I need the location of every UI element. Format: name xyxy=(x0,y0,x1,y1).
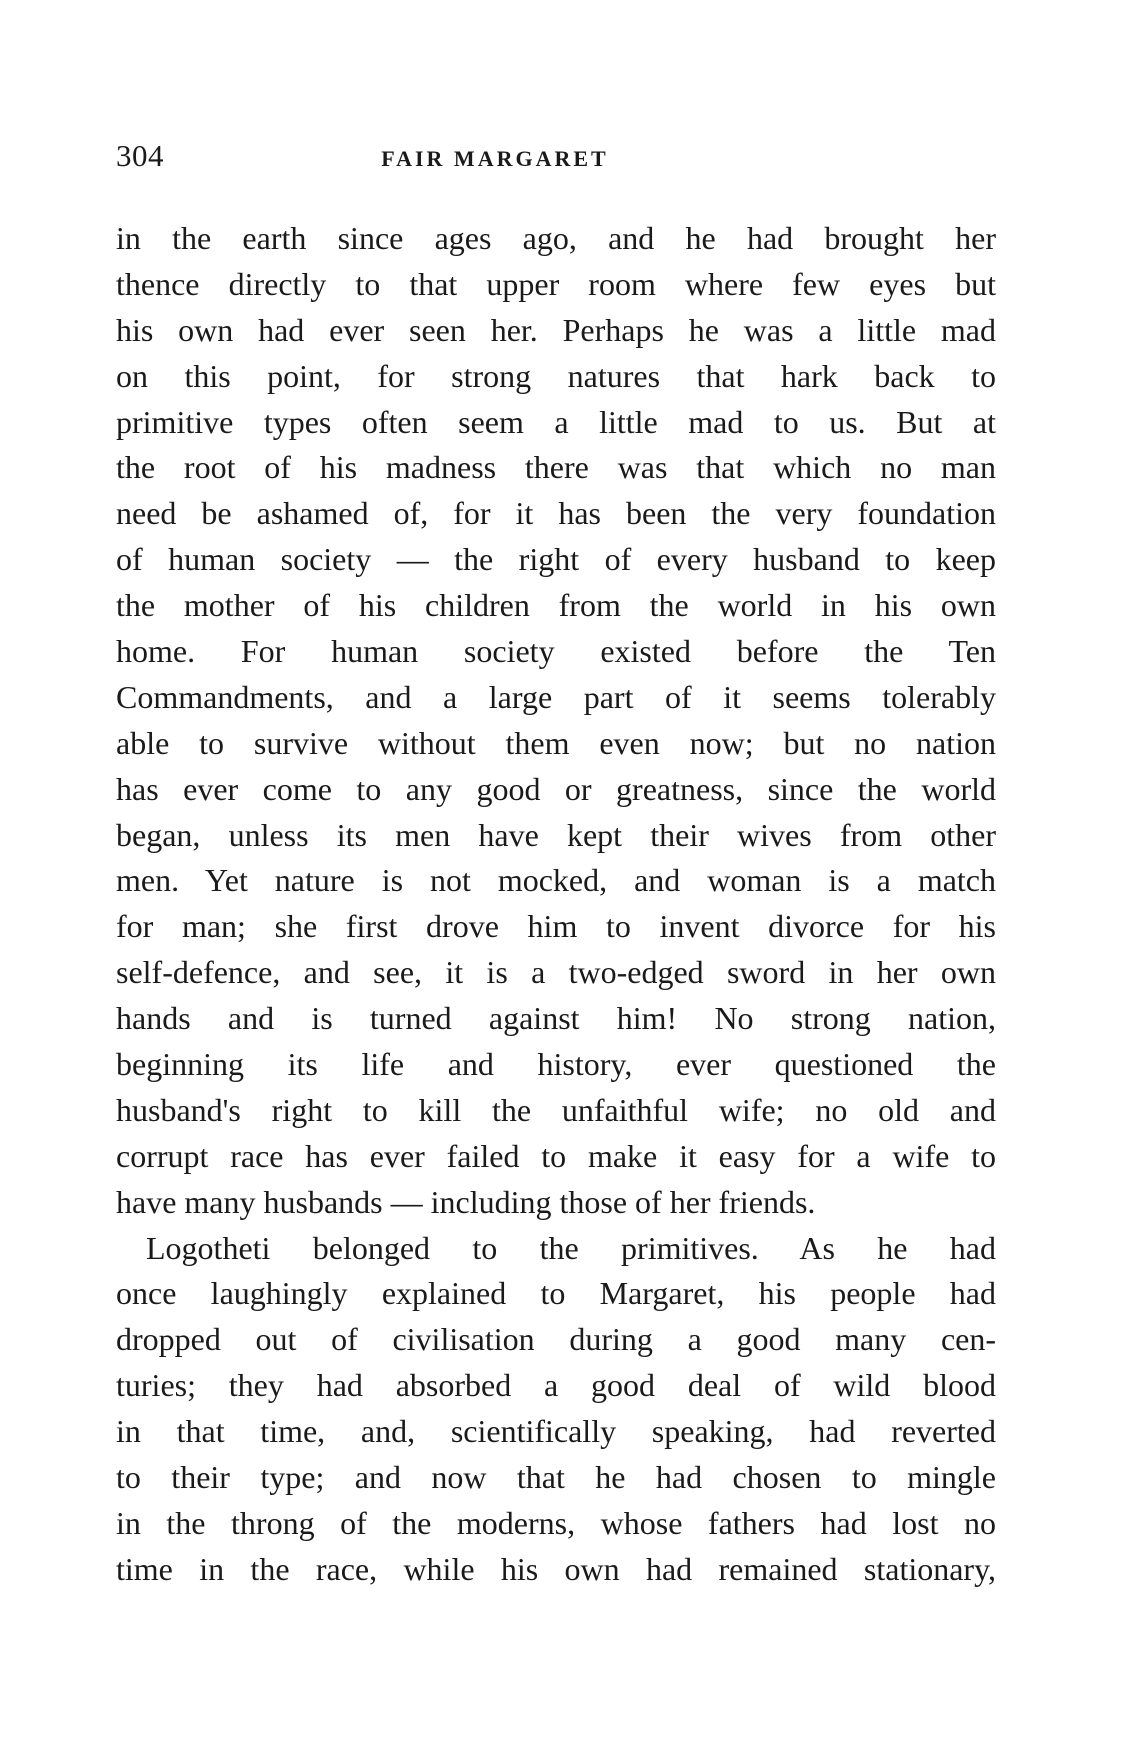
text-line: for man; she first drove him to invent divorce for his xyxy=(116,908,996,945)
running-title: FAIR MARGARET xyxy=(381,146,609,171)
text-line: thence directly to that upper room where few eyes but xyxy=(116,265,996,302)
text-line: the root of his madness there was that which no man xyxy=(116,449,996,486)
text-line: primitive types often seem a little mad to us. But at xyxy=(116,403,996,440)
text-line: need be ashamed of, for it has been the very foundation xyxy=(116,495,996,532)
text-line: Logotheti belonged to the primitives. As he had xyxy=(146,1229,996,1266)
text-line: in the throng of the moderns, whose fathers had lost no xyxy=(116,1504,996,1541)
text-line: husband's right to kill the unfaithful wife; no old and xyxy=(116,1091,996,1128)
text-line: self-defence, and see, it is a two-edged sword in her own xyxy=(116,954,996,991)
paragraph-1 xyxy=(116,216,996,1226)
text-line: to their type; and now that he had chosen to mingle xyxy=(116,1459,996,1496)
text-line: Commandments, and a large part of it seems tolerably xyxy=(116,678,996,715)
text-line: turies; they had absorbed a good deal of wild blood xyxy=(116,1367,996,1404)
text-line: his own had ever seen her. Perhaps he was a little mad xyxy=(116,311,996,348)
text-line: has ever come to any good or greatness, since the world xyxy=(116,770,996,807)
text-line: corrupt race has ever failed to make it easy for a wife to xyxy=(116,1137,996,1174)
text-line: dropped out of civilisation during a good many cen- xyxy=(116,1321,996,1358)
paragraph-2 xyxy=(116,1226,996,1593)
text-line: hands and is turned against him! No strong nation, xyxy=(116,1000,996,1037)
text-line: home. For human society existed before the Ten xyxy=(116,633,996,670)
text-line: once laughingly explained to Margaret, his people had xyxy=(116,1275,996,1312)
text-line: time in the race, while his own had remained stationary, xyxy=(116,1550,996,1587)
page-number: 304 xyxy=(116,138,164,173)
body-text xyxy=(116,216,996,1593)
text-line: men. Yet nature is not mocked, and woman is a match xyxy=(116,862,996,899)
text-line: in the earth since ages ago, and he had brought her xyxy=(116,220,996,256)
text-line: have many husbands — including those of her friends. xyxy=(116,1183,816,1220)
text-line: began, unless its men have kept their wives from other xyxy=(116,816,996,853)
text-line: able to survive without them even now; but no nation xyxy=(116,724,996,761)
text-line: in that time, and, scientifically speaking, had reverted xyxy=(116,1413,996,1450)
text-line: the mother of his children from the world in his own xyxy=(116,587,996,624)
text-line: on this point, for strong natures that hark back to xyxy=(116,357,996,394)
text-line: beginning its life and history, ever questioned the xyxy=(116,1046,996,1083)
text-line: of human society — the right of every husband to keep xyxy=(116,541,996,578)
